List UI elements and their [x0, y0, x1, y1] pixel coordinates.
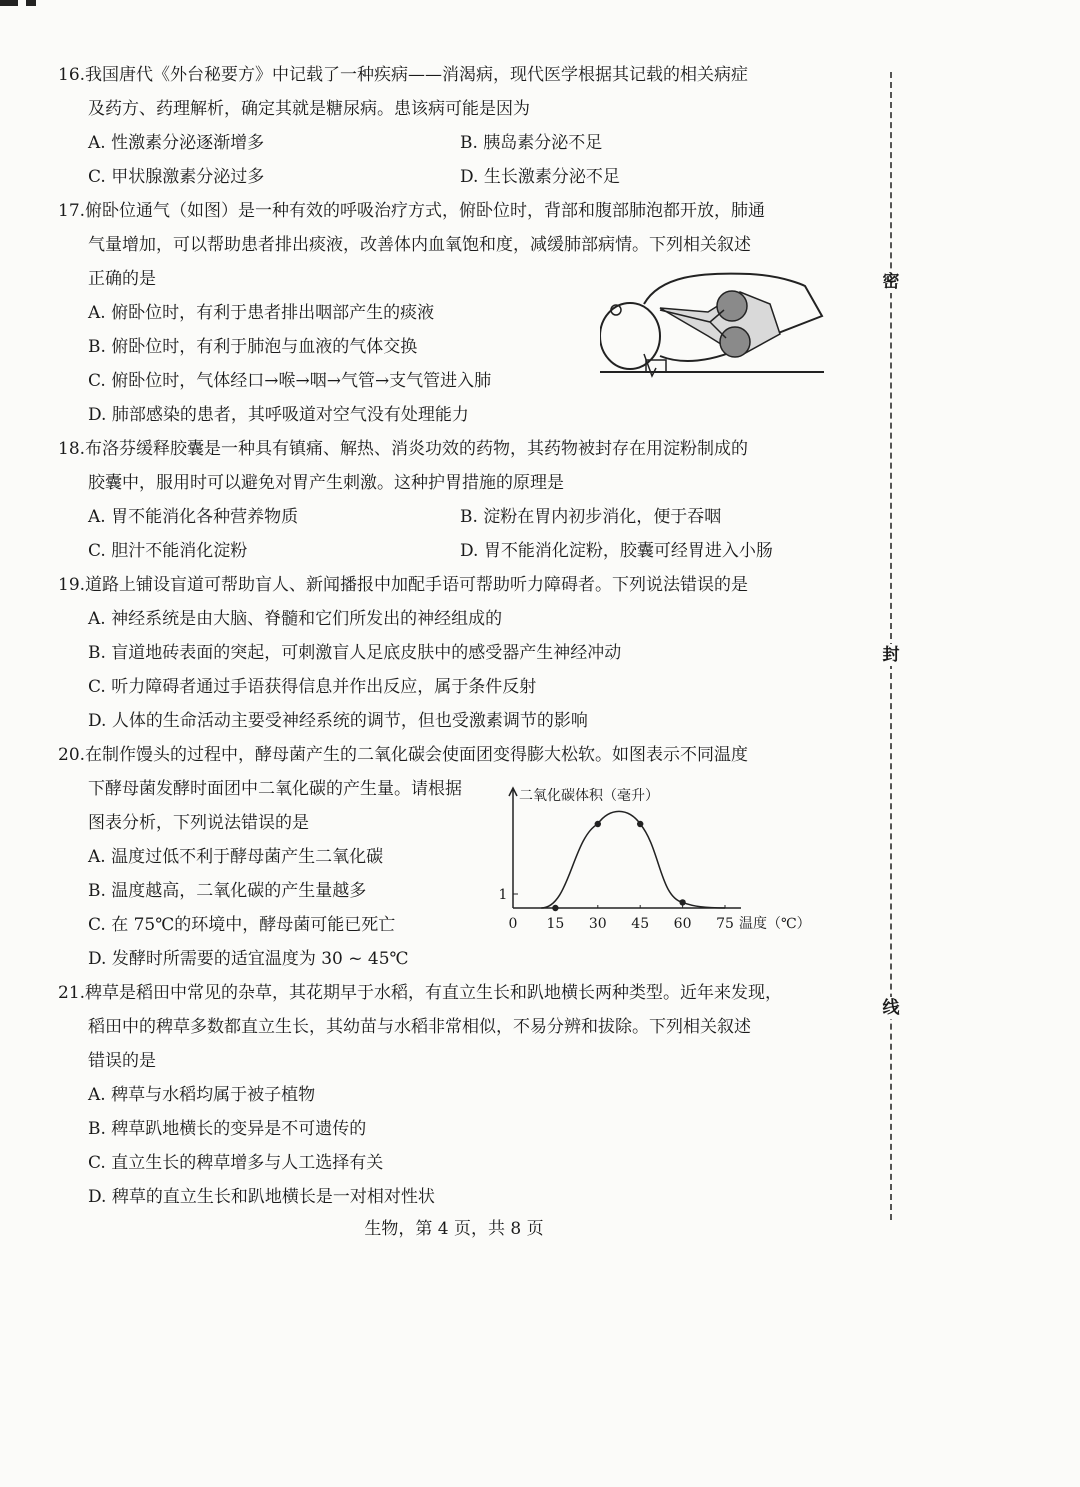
binding-char-line: 线 [880, 997, 902, 1019]
question-18-stem-2: 胶囊中，服用时可以避免对胃产生刺激。这种护胃措施的原理是 [88, 473, 564, 493]
question-19 [58, 568, 833, 738]
question-17-stem-2: 气量增加，可以帮助患者排出痰液，改善体内血氧饱和度，减缓肺部病情。下列相关叙述 [88, 235, 751, 255]
option-c: C. 听力障碍者通过手语获得信息并作出反应，属于条件反射 [88, 677, 537, 697]
option-b: B. 淀粉在胃内初步消化，便于吞咽 [460, 507, 722, 527]
x-tick-label: 75 [716, 916, 734, 932]
data-point [637, 821, 643, 827]
question-16 [58, 58, 833, 194]
binding-char-seal: 密 [880, 271, 902, 293]
option-c: C. 在 75℃的环境中，酵母菌可能已死亡 [88, 915, 396, 935]
chart-marks [499, 787, 811, 932]
option-b: B. 温度越高，二氧化碳的产生量越多 [88, 881, 367, 901]
question-17-stem-3: 正确的是 [88, 269, 156, 289]
option-c: C. 直立生长的稗草增多与人工选择有关 [88, 1153, 384, 1173]
option-a: A. 俯卧位时，有利于患者排出咽部产生的痰液 [88, 303, 435, 323]
data-point [595, 821, 601, 827]
x-tick-label: 0 [508, 916, 518, 932]
option-c: C. 俯卧位时，气体经口→喉→咽→气管→支气管进入肺 [88, 371, 492, 391]
data-point [552, 905, 558, 911]
option-d: D. 肺部感染的患者，其呼吸道对空气没有处理能力 [88, 405, 469, 425]
binding-char-close: 封 [880, 644, 902, 666]
option-a: A. 性激素分泌逐渐增多 [88, 133, 265, 153]
question-21-stem-3: 错误的是 [88, 1051, 156, 1071]
x-tick-label: 45 [631, 916, 650, 932]
corner-mark [0, 0, 40, 6]
question-20-stem-1: 20.在制作馒头的过程中，酵母菌产生的二氧化碳会使面团变得膨大松软。如图表示不同温度 [58, 745, 749, 765]
question-16-options-row-1 [58, 126, 833, 160]
option-b: B. 俯卧位时，有利于肺泡与血液的气体交换 [88, 337, 418, 357]
x-axis-label: 温度（℃） [739, 916, 811, 932]
option-d: D. 稗草的直立生长和趴地横长是一对相对性状 [88, 1187, 435, 1207]
option-c: C. 胆汁不能消化淀粉 [88, 541, 248, 561]
question-21 [58, 976, 833, 1214]
question-17-stem-1: 17.俯卧位通气（如图）是一种有效的呼吸治疗方式，俯卧位时，背部和腹部肺泡都开放，肺通 [58, 201, 766, 221]
x-tick-label: 60 [673, 916, 692, 932]
question-area [58, 58, 833, 1214]
question-18 [58, 432, 833, 568]
option-a: A. 神经系统是由大脑、脊髓和它们所发出的神经组成的 [88, 609, 503, 629]
option-d: D. 人体的生命活动主要受神经系统的调节，但也受激素调节的影响 [88, 711, 588, 731]
option-b: B. 稗草趴地横长的变异是不可遗传的 [88, 1119, 367, 1139]
data-point [679, 899, 685, 905]
question-19-stem-1: 19.道路上铺设盲道可帮助盲人、新闻播报中加配手语可帮助听力障碍者。下列说法错误的是 [58, 575, 749, 595]
prone-position-figure [600, 264, 824, 386]
y-axis-label: 二氧化碳体积（毫升） [519, 788, 659, 804]
question-16-options-row-2 [58, 160, 833, 194]
option-a: A. 胃不能消化各种营养物质 [88, 507, 299, 527]
question-16-stem-1: 16.我国唐代《外台秘要方》中记载了一种疾病——消渴病，现代医学根据其记载的相关病症 [58, 65, 749, 85]
page-footer: 生物，第 4 页，共 8 页 [364, 1219, 544, 1239]
x-tick-label: 15 [546, 916, 565, 932]
co2-temperature-chart [492, 782, 838, 942]
option-d: D. 生长激素分泌不足 [460, 167, 620, 187]
y-tick-label: 1 [498, 887, 508, 903]
option-d: D. 胃不能消化淀粉，胶囊可经胃进入小肠 [460, 541, 773, 561]
question-18-stem-1: 18.布洛芬缓释胶囊是一种具有镇痛、解热、消炎功效的药物，其药物被封存在用淀粉制成的 [58, 439, 749, 459]
question-20-stem-3: 图表分析，下列说法错误的是 [88, 813, 309, 833]
option-b: B. 胰岛素分泌不足 [460, 133, 603, 153]
option-c: C. 甲状腺激素分泌过多 [88, 167, 265, 187]
option-b: B. 盲道地砖表面的突起，可刺激盲人足底皮肤中的感受器产生神经冲动 [88, 643, 622, 663]
co2-curve [541, 811, 725, 908]
option-a: A. 稗草与水稻均属于被子植物 [88, 1085, 316, 1105]
question-21-stem-2: 稻田中的稗草多数都直立生长，其幼苗与水稻非常相似，不易分辨和拔除。下列相关叙述 [88, 1017, 751, 1037]
question-18-options-row-1 [58, 500, 833, 534]
x-tick-label: 30 [588, 916, 607, 932]
question-18-options-row-2 [58, 534, 833, 568]
option-a: A. 温度过低不利于酵母菌产生二氧化碳 [88, 847, 384, 867]
question-16-stem-2: 及药方、药理解析，确定其就是糖尿病。患该病可能是因为 [88, 99, 530, 119]
question-21-stem-1: 21.稗草是稻田中常见的杂草，其花期早于水稻，有直立生长和趴地横长两种类型。近年来发现， [58, 983, 783, 1003]
question-20-stem-2: 下酵母菌发酵时面团中二氧化碳的产生量。请根据 [88, 779, 462, 799]
option-d: D. 发酵时所需要的适宜温度为 30 ~ 45℃ [88, 949, 409, 969]
